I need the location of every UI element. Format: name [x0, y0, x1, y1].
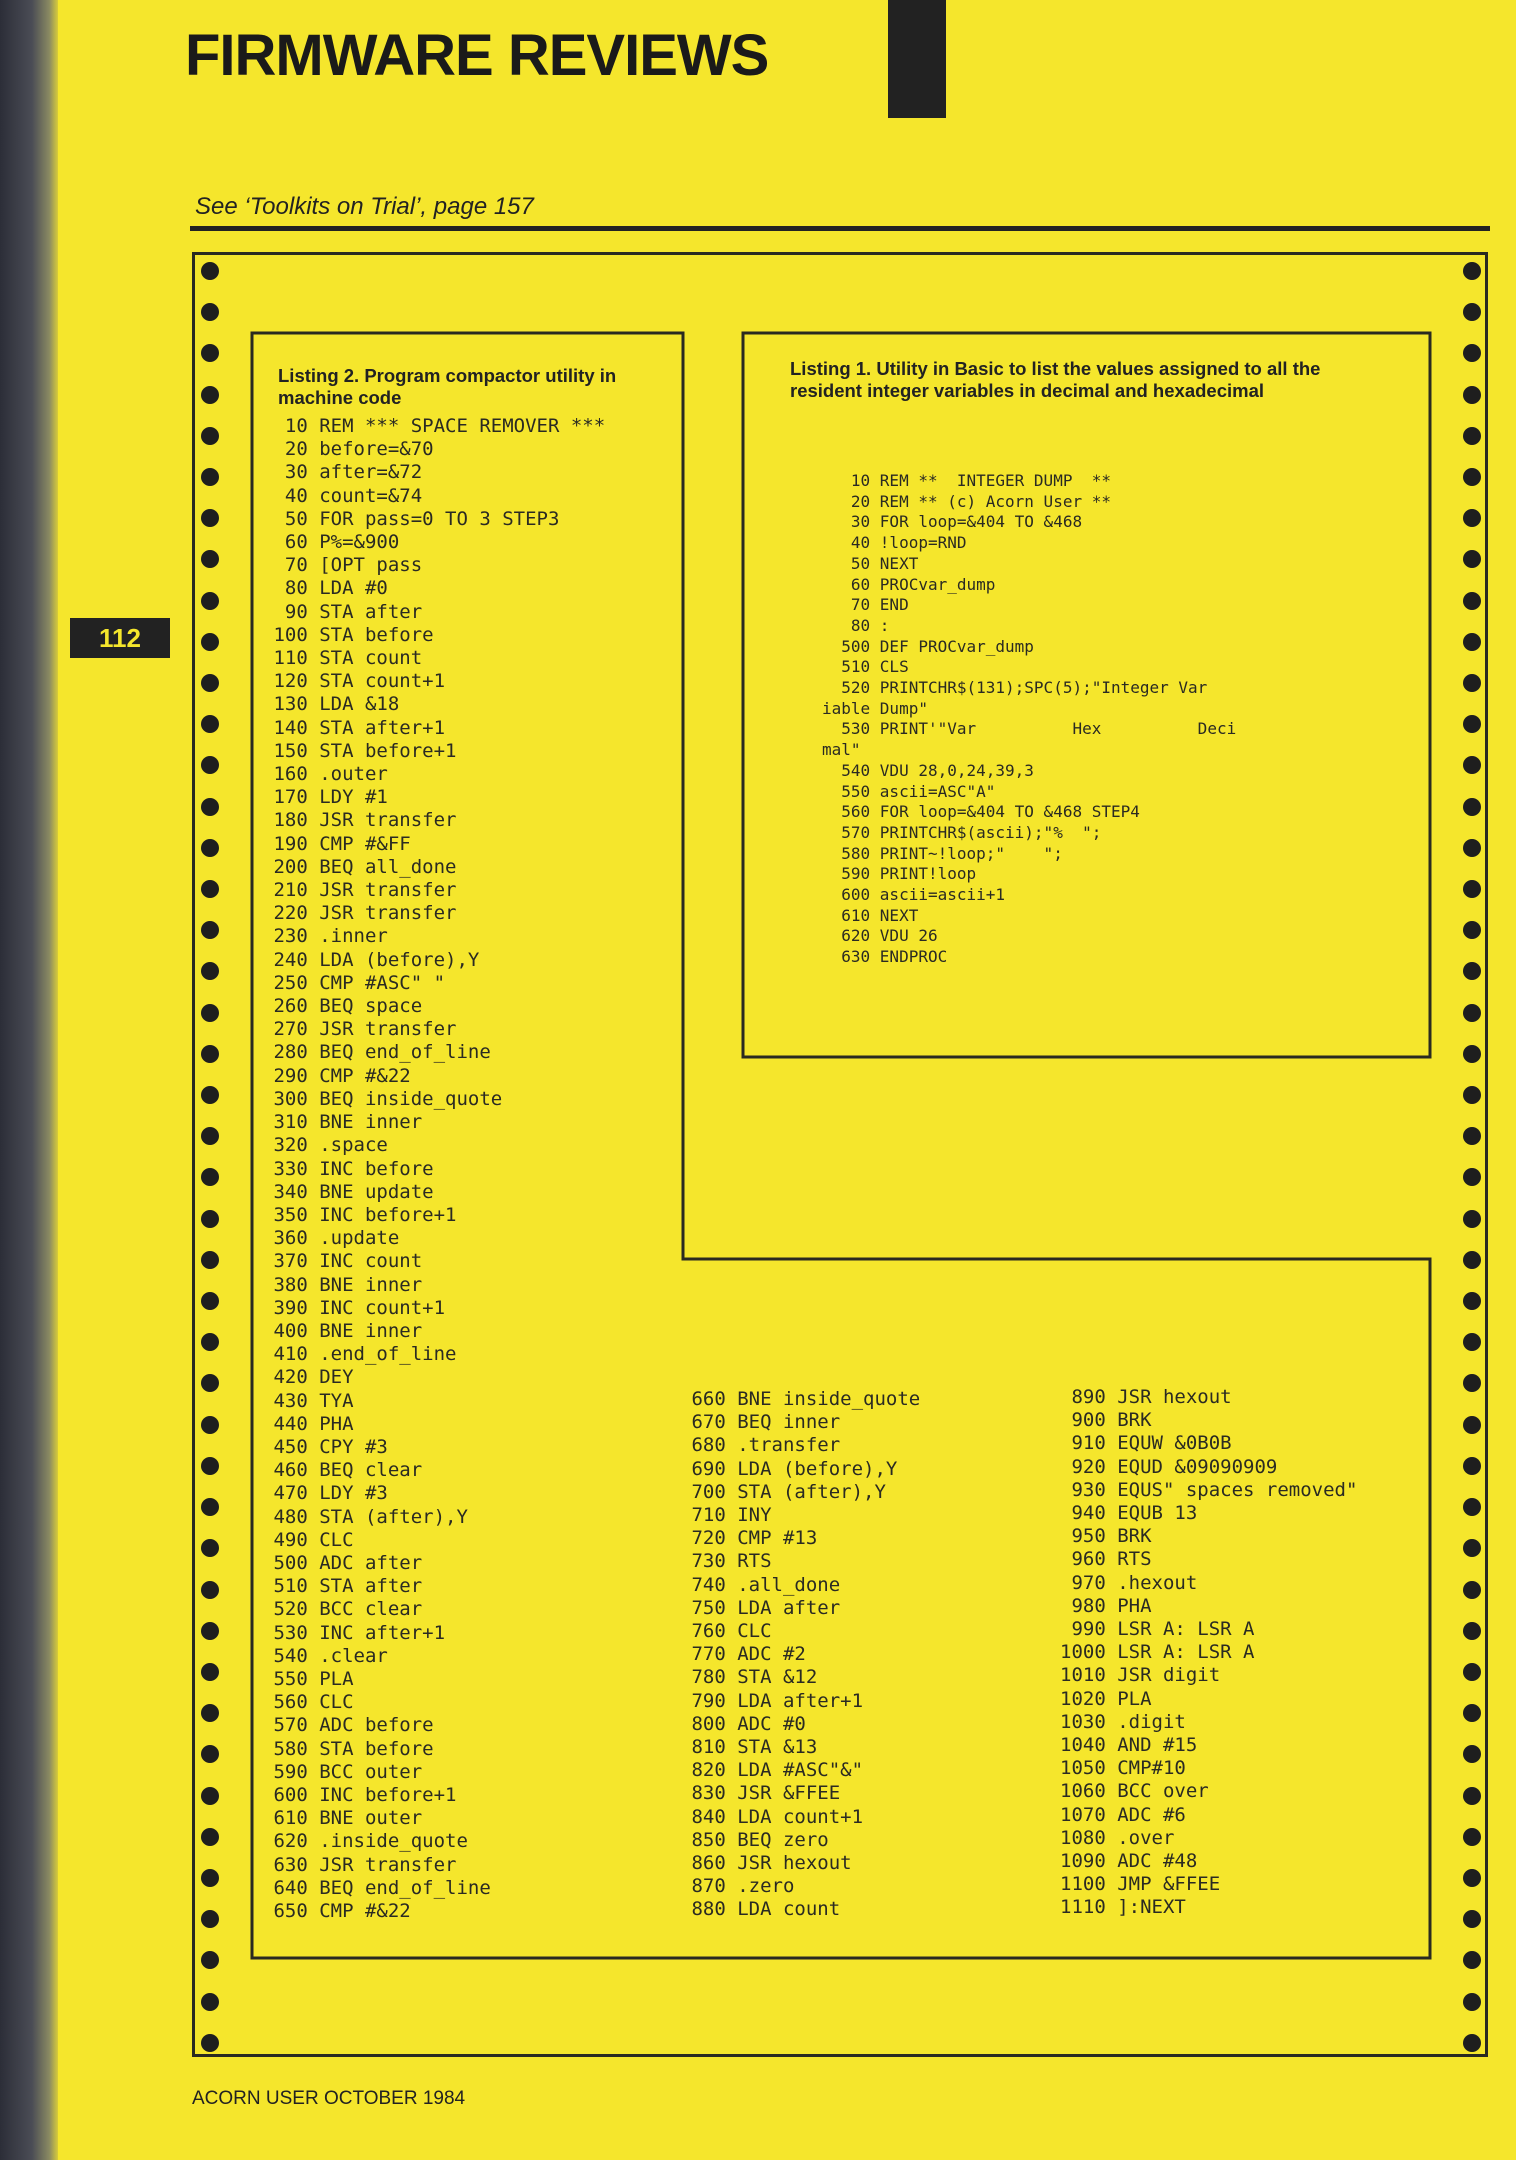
- code-line: 620 VDU 26: [822, 926, 938, 946]
- code-line: 420 DEY: [262, 1366, 354, 1389]
- code-line: 340 BNE update: [262, 1180, 434, 1203]
- code-line: 640 BEQ end_of_line: [262, 1876, 491, 1899]
- code-line: 520 BCC clear: [262, 1598, 423, 1621]
- listing2-column-3: [1060, 1386, 1357, 1920]
- code-line: 50 FOR pass=0 TO 3 STEP3: [262, 507, 560, 530]
- code-line: 850 BEQ zero: [680, 1828, 829, 1851]
- code-line: 310 BNE inner: [262, 1111, 423, 1134]
- code-line: 570 ADC before: [262, 1714, 434, 1737]
- code-line: 140 STA after+1: [262, 716, 446, 739]
- code-line: 400 BNE inner: [262, 1319, 423, 1342]
- code-line: 590 BCC outer: [262, 1760, 423, 1783]
- code-line: 840 LDA count+1: [680, 1805, 864, 1828]
- code-line: 80 LDA #0: [262, 577, 388, 600]
- code-line: 80 :: [822, 615, 890, 635]
- code-line: 940 EQUB 13: [1060, 1502, 1198, 1525]
- code-line: 830 JSR &FFEE: [680, 1782, 841, 1805]
- code-line: mal": [822, 740, 861, 760]
- page-number: 112: [70, 618, 170, 658]
- code-line: 120 STA count+1: [262, 670, 446, 693]
- code-line: 980 PHA: [1060, 1594, 1152, 1617]
- section-title: FIRMWARE REVIEWS: [185, 23, 769, 88]
- code-line: 1050 CMP#10: [1060, 1757, 1186, 1780]
- code-line: 550 PLA: [262, 1667, 354, 1690]
- code-line: 820 LDA #ASC"&": [680, 1759, 864, 1782]
- code-line: 560 CLC: [262, 1691, 354, 1714]
- code-line: 30 after=&72: [262, 461, 423, 484]
- code-line: 110 STA count: [262, 647, 423, 670]
- code-line: 490 CLC: [262, 1528, 354, 1551]
- code-line: 540 .clear: [262, 1644, 388, 1667]
- code-line: 520 PRINTCHR$(131);SPC(5);"Integer Var: [822, 678, 1208, 698]
- code-line: 800 ADC #0: [680, 1712, 806, 1735]
- code-line: 610 NEXT: [822, 905, 919, 925]
- code-line: 870 .zero: [680, 1875, 795, 1898]
- code-line: 480 STA (after),Y: [262, 1505, 468, 1528]
- code-line: 880 LDA count: [680, 1898, 841, 1921]
- code-line: 810 STA &13: [680, 1736, 818, 1759]
- code-line: 700 STA (after),Y: [680, 1480, 886, 1503]
- listing2-column-2: [680, 1388, 920, 1922]
- code-line: 1080 .over: [1060, 1826, 1175, 1849]
- code-line: 990 LSR A: LSR A: [1060, 1618, 1255, 1641]
- code-line: 1030 .digit: [1060, 1710, 1186, 1733]
- listing1-caption: Listing 1. Utility in Basic to list the values assigned to all the resident integer variables in decimal and hexadecimal: [790, 358, 1321, 401]
- code-line: 330 INC before: [262, 1157, 434, 1180]
- code-line: 600 INC before+1: [262, 1783, 457, 1806]
- code-line: 570 PRINTCHR$(ascii);"% ";: [822, 822, 1102, 842]
- code-line: 160 .outer: [262, 763, 388, 786]
- code-line: 720 CMP #13: [680, 1527, 818, 1550]
- code-line: 530 INC after+1: [262, 1621, 446, 1644]
- code-line: 230 .inner: [262, 925, 388, 948]
- code-line: 920 EQUD &09090909: [1060, 1455, 1278, 1478]
- code-line: 290 CMP #&22: [262, 1064, 411, 1087]
- code-line: 580 STA before: [262, 1737, 434, 1760]
- code-line: 510 STA after: [262, 1575, 423, 1598]
- code-line: 60 PROCvar_dump: [822, 574, 996, 594]
- code-line: 240 LDA (before),Y: [262, 948, 480, 971]
- code-line: 10 REM ** INTEGER DUMP **: [822, 471, 1111, 490]
- code-line: 670 BEQ inner: [680, 1411, 841, 1434]
- footer-credit: ACORN USER OCTOBER 1984: [192, 2088, 466, 2109]
- code-line: 950 BRK: [1060, 1525, 1152, 1548]
- code-line: 50 NEXT: [822, 553, 919, 573]
- code-line: 580 PRINT~!loop;" ";: [822, 843, 1063, 863]
- code-line: 910 EQUW &0B0B: [1060, 1432, 1232, 1455]
- code-line: 260 BEQ space: [262, 995, 423, 1018]
- code-line: 470 LDY #3: [262, 1482, 388, 1505]
- code-line: 390 INC count+1: [262, 1296, 446, 1319]
- code-line: 620 .inside_quote: [262, 1830, 468, 1853]
- code-line: 630 JSR transfer: [262, 1853, 457, 1876]
- code-line: 1090 ADC #48: [1060, 1850, 1198, 1873]
- code-line: 440 PHA: [262, 1412, 354, 1435]
- code-line: 380 BNE inner: [262, 1273, 423, 1296]
- code-line: 600 ascii=ascii+1: [822, 885, 1006, 905]
- code-line: 220 JSR transfer: [262, 902, 457, 925]
- code-line: 360 .update: [262, 1227, 400, 1250]
- code-line: 630 ENDPROC: [822, 947, 948, 967]
- code-line: 100 STA before: [262, 623, 434, 646]
- code-line: 250 CMP #ASC" ": [262, 971, 446, 994]
- listing2-caption: Listing 2. Program compactor utility in machine code: [278, 365, 617, 408]
- code-line: 30 FOR loop=&404 TO &468: [822, 512, 1083, 532]
- code-line: 560 FOR loop=&404 TO &468 STEP4: [822, 802, 1140, 822]
- code-line: 790 LDA after+1: [680, 1689, 864, 1712]
- code-line: 180 JSR transfer: [262, 809, 457, 832]
- code-line: 190 CMP #&FF: [262, 832, 411, 855]
- code-line: 90 STA after: [262, 600, 423, 623]
- code-line: 1040 AND #15: [1060, 1734, 1198, 1757]
- code-line: 170 LDY #1: [262, 786, 388, 809]
- code-line: 150 STA before+1: [262, 739, 457, 762]
- code-line: 690 LDA (before),Y: [680, 1457, 898, 1480]
- code-line: 10 REM *** SPACE REMOVER ***: [262, 415, 606, 437]
- code-line: 530 PRINT'"Var Hex Deci: [822, 719, 1237, 739]
- code-line: 350 INC before+1: [262, 1203, 457, 1226]
- code-line: 450 CPY #3: [262, 1435, 388, 1458]
- code-line: 20 REM ** (c) Acorn User **: [822, 491, 1111, 511]
- code-line: 750 LDA after: [680, 1596, 841, 1619]
- code-line: 930 EQUS" spaces removed": [1060, 1478, 1358, 1501]
- cross-reference: See ‘Toolkits on Trial’, page 157: [195, 193, 534, 220]
- code-line: 740 .all_done: [680, 1573, 841, 1596]
- code-line: 710 INY: [680, 1504, 772, 1527]
- code-line: 130 LDA &18: [262, 693, 400, 716]
- code-line: 500 ADC after: [262, 1551, 423, 1574]
- code-line: 860 JSR hexout: [680, 1852, 852, 1875]
- code-line: iable Dump": [822, 698, 928, 718]
- listing1-code: [822, 471, 1236, 968]
- code-line: 460 BEQ clear: [262, 1459, 423, 1482]
- code-line: 200 BEQ all_done: [262, 855, 457, 878]
- code-line: 1070 ADC #6: [1060, 1803, 1186, 1826]
- code-line: 370 INC count: [262, 1250, 423, 1273]
- code-line: 650 CMP #&22: [262, 1900, 411, 1922]
- code-line: 40 !loop=RND: [822, 533, 967, 553]
- code-line: 60 P%=&900: [262, 531, 400, 554]
- listing2-column-1: [262, 415, 605, 1923]
- code-line: 300 BEQ inside_quote: [262, 1087, 503, 1110]
- code-line: 780 STA &12: [680, 1666, 818, 1689]
- code-line: 590 PRINT!loop: [822, 864, 977, 884]
- code-line: 410 .end_of_line: [262, 1343, 457, 1366]
- code-line: 890 JSR hexout: [1060, 1386, 1232, 1408]
- code-line: 660 BNE inside_quote: [680, 1388, 921, 1410]
- code-line: 970 .hexout: [1060, 1571, 1198, 1594]
- code-line: 1020 PLA: [1060, 1687, 1152, 1710]
- code-line: 320 .space: [262, 1134, 388, 1157]
- code-line: 1010 JSR digit: [1060, 1664, 1221, 1687]
- code-line: 900 BRK: [1060, 1409, 1152, 1432]
- code-line: 430 TYA: [262, 1389, 354, 1412]
- code-line: 210 JSR transfer: [262, 879, 457, 902]
- code-line: 680 .transfer: [680, 1434, 841, 1457]
- code-line: 40 count=&74: [262, 484, 423, 507]
- code-line: 1100 JMP &FFEE: [1060, 1873, 1221, 1896]
- code-line: 270 JSR transfer: [262, 1018, 457, 1041]
- code-line: 610 BNE outer: [262, 1807, 423, 1830]
- code-line: 1060 BCC over: [1060, 1780, 1209, 1803]
- code-line: 20 before=&70: [262, 438, 434, 461]
- code-line: 70 [OPT pass: [262, 554, 423, 577]
- code-line: 1110 ]:NEXT: [1060, 1896, 1186, 1919]
- code-line: 960 RTS: [1060, 1548, 1152, 1571]
- code-line: 510 CLS: [822, 657, 909, 677]
- code-line: 730 RTS: [680, 1550, 772, 1573]
- code-line: 550 ascii=ASC"A": [822, 781, 996, 801]
- code-line: 540 VDU 28,0,24,39,3: [822, 760, 1034, 780]
- code-line: 760 CLC: [680, 1620, 772, 1643]
- code-line: 70 END: [822, 595, 909, 615]
- code-line: 770 ADC #2: [680, 1643, 806, 1666]
- code-line: 500 DEF PROCvar_dump: [822, 636, 1034, 656]
- code-line: 1000 LSR A: LSR A: [1060, 1641, 1255, 1664]
- code-line: 280 BEQ end_of_line: [262, 1041, 491, 1064]
